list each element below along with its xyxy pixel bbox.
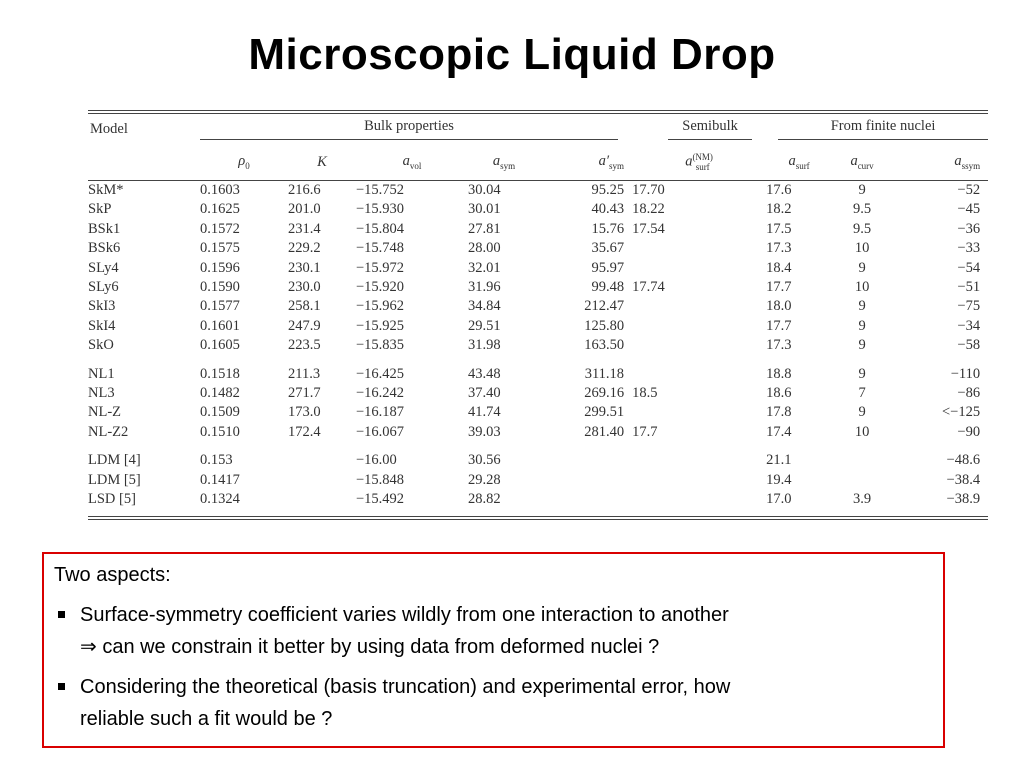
- cell-rho0: 0.1625: [200, 201, 240, 218]
- cell-asurf-nm: 17.54: [632, 220, 665, 237]
- cell-avol: −15.930: [356, 201, 405, 218]
- cell-asym: 31.96: [468, 279, 501, 296]
- header-finite-label: From finite nuclei: [778, 118, 988, 140]
- table-row: [88, 365, 988, 384]
- cell-acurv: 7: [858, 385, 866, 402]
- page-title: Microscopic Liquid Drop: [248, 30, 776, 79]
- cell-acurv: 10: [854, 240, 870, 257]
- cell-model: SkI3: [88, 298, 116, 315]
- cell-asurf-nm: [632, 451, 766, 470]
- cell-asym: 29.28: [468, 471, 501, 488]
- cell-asym-prime: 212.47: [584, 298, 625, 315]
- cell-asym-prime: 299.51: [584, 404, 625, 421]
- cell-model: BSk6: [88, 240, 121, 257]
- table-row: [88, 200, 988, 219]
- cell-acurv: 9: [858, 404, 866, 421]
- cell-asurf-nm: [632, 317, 766, 336]
- cell-avol: −15.752: [356, 182, 405, 198]
- cell-asurf: 17.7: [766, 279, 792, 296]
- header-semibulk: [632, 114, 766, 144]
- note-1-line-1: Surface-symmetry coefficient varies wildly from one interaction to another: [80, 604, 729, 626]
- cell-assym: −38.4: [946, 471, 981, 488]
- cell-asurf: 18.8: [766, 365, 792, 382]
- row-group-gap: [88, 442, 988, 451]
- cell-asurf-nm: [632, 336, 766, 355]
- cell-avol: −16.00: [356, 452, 397, 469]
- cell-model: SLy6: [88, 279, 119, 296]
- cell-avol: −16.187: [356, 404, 405, 421]
- cell-k: [288, 490, 356, 509]
- cell-asym-prime: 95.97: [591, 259, 625, 276]
- table-row: [88, 471, 988, 490]
- parameter-table: [88, 110, 988, 520]
- cell-acurv: [832, 471, 892, 490]
- cell-model: NL3: [88, 385, 115, 402]
- cell-acurv: 9: [858, 317, 866, 334]
- cell-rho0: 0.1596: [200, 259, 240, 276]
- cell-k: 172.4: [288, 423, 321, 440]
- cell-asurf: 17.8: [766, 404, 792, 421]
- cell-k: [288, 451, 356, 470]
- cell-asurf-nm: [632, 259, 766, 278]
- cell-asurf: 17.6: [766, 182, 792, 198]
- table-row: [88, 297, 988, 316]
- cell-asym-prime: [540, 471, 632, 490]
- cell-rho0: 0.1601: [200, 317, 240, 334]
- note-bullet-1: [54, 599, 933, 663]
- cell-assym: −38.9: [946, 491, 981, 508]
- cell-asym-prime: 269.16: [584, 385, 625, 402]
- cell-model: LDM [5]: [88, 471, 141, 488]
- table-row: [88, 181, 988, 200]
- note-bullet-2: [54, 671, 933, 735]
- cell-asym: 30.04: [468, 182, 501, 198]
- cell-asym: 32.01: [468, 259, 501, 276]
- cell-avol: −16.067: [356, 423, 405, 440]
- table-row: [88, 239, 988, 258]
- cell-asurf-nm: 17.70: [632, 182, 665, 198]
- cell-k: 229.2: [288, 240, 321, 257]
- cell-assym: −90: [957, 423, 981, 440]
- cell-asym-prime: 40.43: [591, 201, 625, 218]
- symbol-asym-prime: $a'_{sym}$: [598, 153, 625, 171]
- table-row: [88, 384, 988, 403]
- note-2-line-1: Considering the theoretical (basis truncation) and experimental error, how: [80, 676, 731, 698]
- table-row: [88, 423, 988, 442]
- cell-k: 230.1: [288, 259, 321, 276]
- cell-k: 211.3: [288, 365, 321, 382]
- cell-asurf: 18.2: [766, 201, 792, 218]
- cell-asym: 28.00: [468, 240, 501, 257]
- cell-asym: 30.56: [468, 452, 501, 469]
- cell-avol: −15.804: [356, 220, 405, 237]
- cell-model: NL-Z2: [88, 423, 129, 440]
- cell-rho0: 0.1324: [200, 491, 240, 508]
- cell-asurf-nm: [632, 297, 766, 316]
- cell-acurv: 10: [854, 279, 870, 296]
- bullet-square-icon: [58, 611, 65, 618]
- symbol-avol: $a_{vol}$: [402, 153, 422, 171]
- cell-asurf: 17.3: [766, 337, 792, 354]
- cell-asurf: 19.4: [766, 471, 792, 488]
- cell-k: [288, 471, 356, 490]
- cell-acurv: 9: [858, 337, 866, 354]
- cell-asym: 39.03: [468, 423, 501, 440]
- header-bulk: [200, 114, 632, 144]
- cell-asurf-nm: [632, 490, 766, 509]
- cell-k: 271.7: [288, 385, 321, 402]
- cell-asym-prime: [540, 451, 632, 470]
- cell-assym: −33: [957, 240, 981, 257]
- cell-avol: −15.925: [356, 317, 405, 334]
- cell-avol: −15.962: [356, 298, 405, 315]
- cell-asym-prime: 99.48: [591, 279, 625, 296]
- cell-acurv: [832, 451, 892, 470]
- cell-asym: 43.48: [468, 365, 501, 382]
- cell-acurv: 9.5: [853, 220, 872, 237]
- cell-acurv: 9: [858, 182, 866, 198]
- cell-asym-prime: 95.25: [591, 182, 625, 198]
- notes-box: [42, 552, 945, 748]
- cell-rho0: 0.1572: [200, 220, 240, 237]
- table-body: [88, 181, 988, 510]
- cell-rho0: 0.1509: [200, 404, 240, 421]
- cell-asym-prime: [540, 490, 632, 509]
- symbol-asurf: $a_{surf}$: [788, 153, 810, 171]
- notes-intro: Two aspects:: [54, 564, 171, 586]
- symbol-assym: $a_{ssym}$: [954, 153, 981, 171]
- cell-acurv: 3.9: [853, 491, 872, 508]
- cell-rho0: 0.1577: [200, 298, 240, 315]
- cell-asurf-nm: 17.7: [632, 423, 658, 440]
- cell-asym-prime: 125.80: [584, 317, 625, 334]
- cell-assym: −52: [957, 182, 981, 198]
- cell-rho0: 0.1518: [200, 365, 240, 382]
- cell-asurf: 17.3: [766, 240, 792, 257]
- cell-asurf: 18.0: [766, 298, 792, 315]
- cell-acurv: 9: [858, 259, 866, 276]
- table-row: [88, 490, 988, 509]
- cell-assym: −86: [957, 385, 981, 402]
- cell-asym: 30.01: [468, 201, 501, 218]
- cell-model: SkM*: [88, 182, 124, 198]
- cell-assym: −110: [950, 365, 981, 382]
- symbol-model-blank: [88, 144, 200, 181]
- cell-asym: 31.98: [468, 337, 501, 354]
- bullet-square-icon: [58, 683, 65, 690]
- cell-k: 216.6: [288, 182, 321, 198]
- cell-assym: −58: [957, 337, 981, 354]
- cell-rho0: 0.1605: [200, 337, 240, 354]
- cell-model: NL1: [88, 365, 115, 382]
- cell-asurf: 17.5: [766, 220, 792, 237]
- table-row: [88, 336, 988, 355]
- cell-asym-prime: 35.67: [591, 240, 625, 257]
- cell-assym: −34: [957, 317, 981, 334]
- cell-asym-prime: 311.18: [584, 365, 625, 382]
- cell-model: BSk1: [88, 220, 121, 237]
- cell-k: 201.0: [288, 201, 321, 218]
- cell-assym: <−125: [941, 404, 981, 421]
- table-row: [88, 403, 988, 422]
- cell-model: SLy4: [88, 259, 119, 276]
- cell-rho0: 0.1417: [200, 471, 240, 488]
- cell-assym: −45: [957, 201, 981, 218]
- cell-avol: −15.972: [356, 259, 405, 276]
- cell-rho0: 0.1510: [200, 423, 240, 440]
- cell-asurf: 17.0: [766, 491, 792, 508]
- cell-asym: 29.51: [468, 317, 501, 334]
- table-bottom-rule: [88, 516, 988, 520]
- symbol-rho0: $\rho_0$: [238, 153, 250, 171]
- cell-k: 230.0: [288, 279, 321, 296]
- cell-asurf: 17.4: [766, 423, 792, 440]
- cell-avol: −16.242: [356, 385, 405, 402]
- cell-asurf-nm: 18.22: [632, 201, 665, 218]
- cell-assym: −51: [957, 279, 981, 296]
- cell-acurv: 9: [858, 365, 866, 382]
- cell-asurf: 18.4: [766, 259, 792, 276]
- cell-avol: −15.848: [356, 471, 405, 488]
- cell-asym: 34.84: [468, 298, 501, 315]
- cell-assym: −48.6: [946, 452, 981, 469]
- cell-k: 173.0: [288, 404, 321, 421]
- cell-asym: 27.81: [468, 220, 501, 237]
- cell-asurf-nm: [632, 403, 766, 422]
- cell-asym: 28.82: [468, 491, 501, 508]
- cell-asym: 37.40: [468, 385, 501, 402]
- table-row: [88, 317, 988, 336]
- table-row: [88, 451, 988, 470]
- cell-avol: −15.920: [356, 279, 405, 296]
- table-row: [88, 259, 988, 278]
- cell-rho0: 0.1603: [200, 182, 240, 198]
- symbol-k: K: [317, 153, 327, 170]
- cell-asurf-nm: 18.5: [632, 385, 658, 402]
- header-semibulk-label: Semibulk: [668, 118, 752, 140]
- symbol-header-row: [88, 144, 988, 181]
- cell-model: NL-Z: [88, 404, 122, 421]
- notes-list: [54, 599, 933, 735]
- header-model: Model: [90, 120, 128, 137]
- cell-k: 231.4: [288, 220, 321, 237]
- cell-model: SkO: [88, 337, 114, 354]
- cell-avol: −15.492: [356, 491, 405, 508]
- cell-avol: −15.835: [356, 337, 405, 354]
- row-group-gap: [88, 356, 988, 365]
- cell-asym-prime: 15.76: [591, 220, 625, 237]
- cell-k: 247.9: [288, 317, 321, 334]
- group-header-row: [88, 114, 988, 144]
- cell-rho0: 0.1575: [200, 240, 240, 257]
- cell-model: SkI4: [88, 317, 116, 334]
- cell-k: 223.5: [288, 337, 321, 354]
- cell-asym: 41.74: [468, 404, 501, 421]
- cell-rho0: 0.1590: [200, 279, 240, 296]
- symbol-asym: $a_{sym}$: [492, 153, 516, 171]
- cell-asurf: 17.7: [766, 317, 792, 334]
- table-row: [88, 278, 988, 297]
- cell-assym: −54: [957, 259, 981, 276]
- cell-asurf: 21.1: [766, 452, 792, 469]
- table-row: [88, 220, 988, 239]
- cell-avol: −15.748: [356, 240, 405, 257]
- cell-model: LSD [5]: [88, 491, 136, 508]
- symbol-acurv: $a_{curv}$: [850, 153, 874, 171]
- cell-asym-prime: 163.50: [584, 337, 625, 354]
- note-1-line-2: ⇒ can we constrain it better by using data from deformed nuclei ?: [80, 636, 660, 658]
- cell-asurf: 18.6: [766, 385, 792, 402]
- cell-k: 258.1: [288, 298, 321, 315]
- cell-acurv: 10: [854, 423, 870, 440]
- header-bulk-label: Bulk properties: [200, 118, 618, 140]
- cell-model: LDM [4]: [88, 452, 141, 469]
- cell-acurv: 9: [858, 298, 866, 315]
- note-2-line-2: reliable such a fit would be ?: [80, 708, 333, 730]
- cell-rho0: 0.1482: [200, 385, 240, 402]
- cell-assym: −75: [957, 298, 981, 315]
- symbol-asurf-nm: a (NM) surf: [685, 152, 713, 172]
- cell-asurf-nm: 17.74: [632, 279, 665, 296]
- cell-avol: −16.425: [356, 365, 405, 382]
- cell-asurf-nm: [632, 365, 766, 384]
- cell-model: SkP: [88, 201, 112, 218]
- header-finite: [766, 114, 988, 144]
- cell-assym: −36: [957, 220, 981, 237]
- cell-asurf-nm: [632, 239, 766, 258]
- cell-asurf-nm: [632, 471, 766, 490]
- cell-rho0: 0.153: [200, 452, 233, 469]
- cell-asym-prime: 281.40: [584, 423, 625, 440]
- cell-acurv: 9.5: [853, 201, 872, 218]
